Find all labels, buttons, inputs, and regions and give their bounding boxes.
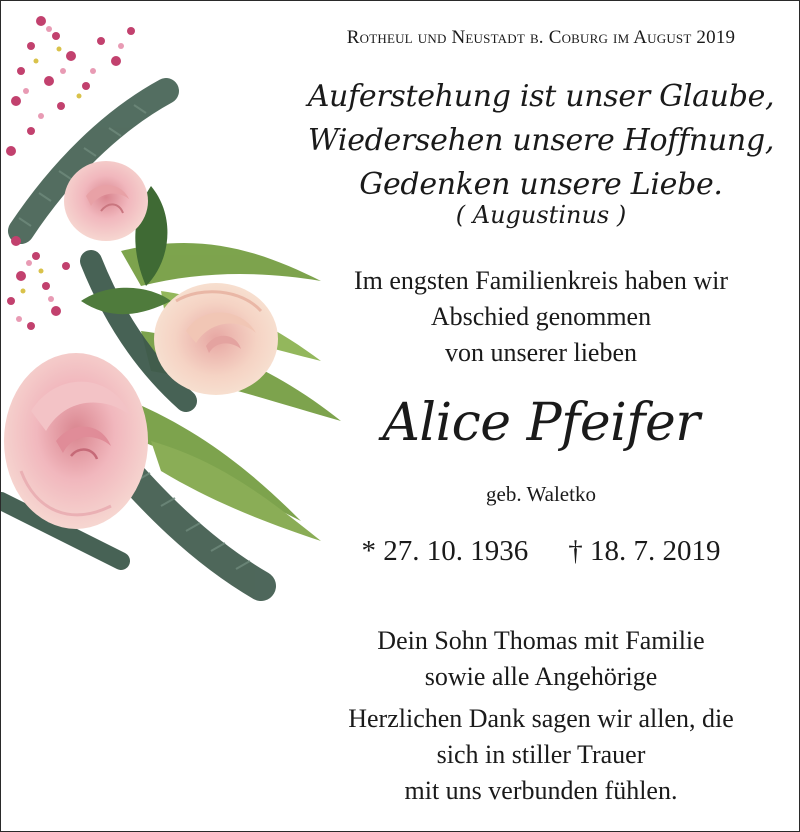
maiden-name: geb. Waletko [486, 482, 596, 506]
thanks-text [301, 701, 781, 809]
thanks-line: Herzlichen Dank sagen wir allen, die [348, 704, 734, 733]
quote-source: ( Augustinus ) [455, 201, 627, 229]
mourners [301, 623, 781, 695]
life-dates [301, 535, 781, 568]
intro-line: Im engsten Familienkreis haben wir [353, 266, 729, 295]
place-date-header: Rotheul und Neustadt b. Coburg im August 2019 [346, 27, 736, 48]
mourners-line: Dein Sohn Thomas mit Familie [377, 626, 705, 655]
thanks-line: sich in stiller Trauer [436, 740, 646, 769]
intro-line: Abschied genommen [430, 302, 652, 331]
thanks-line: mit uns verbunden fühlen. [404, 776, 678, 805]
intro-line: von unserer lieben [444, 338, 638, 367]
death-date: † 18. 7. 2019 [568, 535, 721, 567]
mourners-line: sowie alle Angehörige [424, 662, 658, 691]
deceased-name: Alice Pfeifer [382, 393, 700, 453]
quote-line: Auferstehung ist unser Glaube, [307, 79, 775, 114]
quote-line: Gedenken unsere Liebe. [359, 167, 723, 202]
quote-line: Wiedersehen unsere Hoffnung, [307, 123, 775, 158]
birth-date: * 27. 10. 1936 [361, 535, 529, 567]
intro-text [301, 263, 781, 371]
quote [301, 75, 781, 207]
